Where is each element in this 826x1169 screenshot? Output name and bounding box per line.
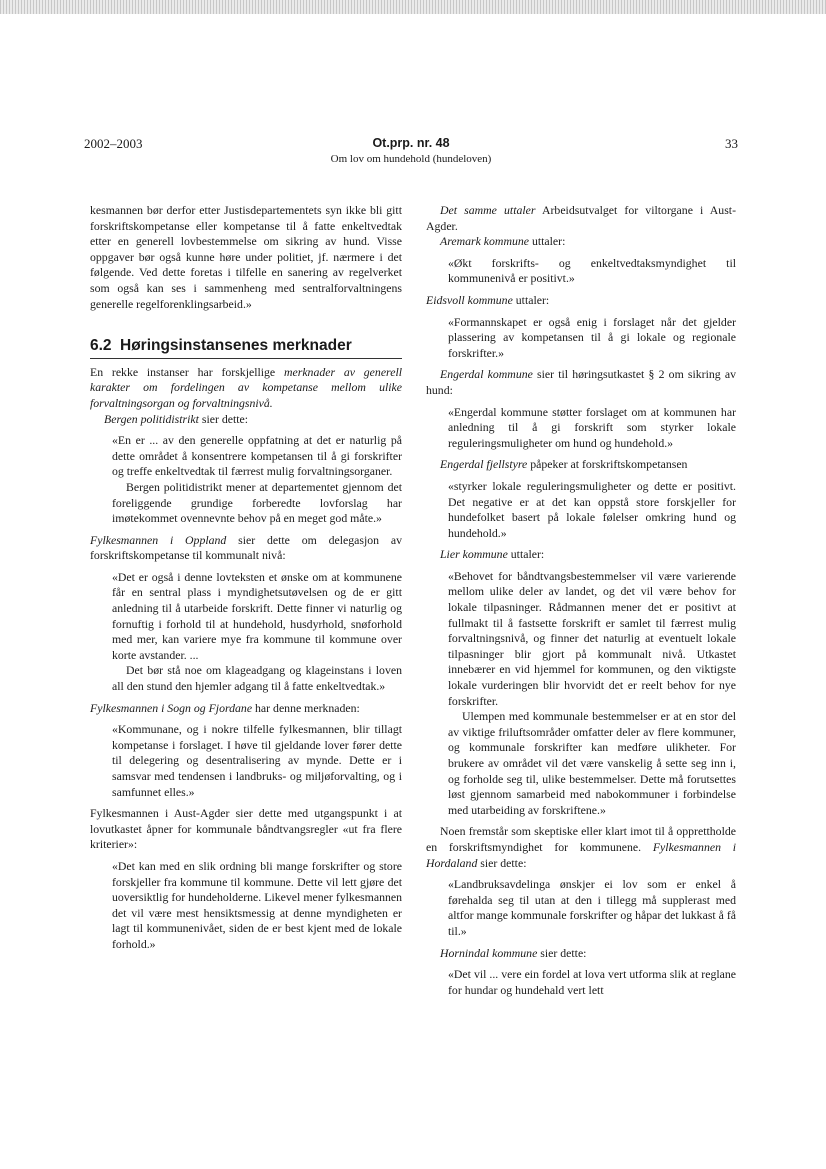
austagder-intro: Fylkesmannen i Aust-Agder sier dette med utgangspunkt i at lovutkastet åpner for kommunale båndtvangsregler «ut fra flere kriterier»: [90,806,402,852]
section-title: Høringsinstansenes merknader [120,337,352,355]
right-column [426,203,736,1004]
quote-bergen: «En er ... av den generelle oppfatning at det er naturlig på dette området å konsentrere kompetansen til å gi forskrifter og treffe enkeltvedtak til færrest mulig forvaltningsorganer. Bergen politidistrikt mener at departementet gjennom det foreliggende grundige forberedte lovforslag har imøtekommet ovennevnte behov på en meget god måte.» [112,433,402,526]
header-years: 2002–2003 [84,136,143,151]
lier-intro: Lier kommune uttaler: [440,547,545,562]
aremark-intro: Aremark kommune uttaler: [440,234,566,249]
hornindal-intro: Hornindal kommune sier dette: [440,945,587,960]
oppland-intro: Fylkesmannen i Oppland sier dette om delegasjon av forskriftskompetanse til kommunalt nivå: [90,532,402,563]
sogn-intro: Fylkesmannen i Sogn og Fjordane har denne merknaden: [90,700,360,715]
same-paragraph: Det samme uttaler Arbeidsutvalget for viltorgane i Aust-Agder. [426,203,737,233]
section-heading [90,338,402,359]
page-header [84,136,738,170]
quote-sogn: «Kommunane, og i nokre tilfelle fylkesmannen, blir tillagt kompetanse i forslaget. I høve til gjeldande lover fører dette til delegering og desentralisering av mynde. Dette er i samsvar med tendensen i landbruks- og miljøforvalting, og i samfunnet elles.» [112,722,402,799]
quote-engerdal: «Engerdal kommune støtter forslaget om at kommunen har anledning til å gi forskrift som styrker lokale reguleringsmuligheter om hund og hundehold.» [448,404,736,450]
quote-eidsvoll: «Formannskapet er også enig i forslaget når det gjelder plassering av kompetansen til å gi lokale og regionale forskrifter.» [448,314,736,360]
bergen-intro: Bergen politidistrikt sier dette: [104,411,249,426]
engerdal-intro: Engerdal kommune sier til høringsutkastet § 2 om sikring av hund: [426,367,736,397]
quote-fjellstyre: «styrker lokale reguleringsmuligheter og dette er positivt. Det negative er at det kan oppstå store forskjeller for hundefolket basert på lokale følelser omkring hund og hundehold.» [448,478,736,540]
quote-oppland: «Det er også i denne lovteksten et ønske om at kommunene får en sentral plass i myndighetsutøvelsen og de er gitt anledning til å utarbeide forskrift. Dette finner vi naturlig og fornuftig i forhold til at hundehold, husdyrhold, snøforhold med mer, kan variere mye fra kommune til kommune over korte avstander. ... Det bør stå noe om klageadgang og klageinstans i loven all den stund den hjemler adgang til å fatte enkeltvedtak.» [112,569,402,694]
left-column [90,203,402,959]
header-title: Ot.prp. nr. 48 [372,136,450,150]
section-number: 6.2 [90,337,112,355]
quote-lier: «Behovet for båndtvangsbestemmelser vil være varierende mellom ulike deler av landet, og det vil være behov for lokale tilpasninger. Rådmannen mener det er positivt at fullmakt til å fastsette forskrift er samlet til færrest mulig forvaltningsnivå, og finner det naturlig at eventuelt lokale tilpasninger blir gjort på kommunalt nivå. Utkastet innebærer en vid hjemmel for kommunen, og den viktigste lokale vurderingen blir hvorvidt det er reelt behov for nye forskrifter. Ulempen med kommunale bestemmelser er at en stor del av viktige friluftsområder omfatter deler av flere kommuner, og kommunale forskrifter kan medføre ulikheter. For brukere av området vil det være vanskelig å sette seg inn i, og forholde seg til, ulike bestemmelser. Dette må forutsettes løst gjennom samarbeid med nabokommuner i forbindelse med utarbeiding av forskriftene.» [448,568,736,817]
fjellstyre-intro: Engerdal fjellstyre påpeker at forskriftskompetansen [440,457,688,472]
noen-paragraph: Noen fremstår som skeptiske eller klart imot til å opprettholde en forskriftsmyndighet for kommunene. Fylkesmannen i Hordaland sier dette: [426,824,736,870]
page-number: 33 [725,136,738,151]
intro-paragraph: En rekke instanser har forskjellige merknader av generell karakter om fordelingen av kompetanse mellom ulike forvaltningsorgan og forvaltningsnivå. [90,364,402,410]
quote-hordaland: «Landbruksavdelinga ønskjer ei lov som er enkel å førehalda seg til utan at den i tillegg må supplerast med altfor mange kommunale forskrifter og håpar det lukkast å få til.» [448,877,736,938]
scan-artifact-top [0,0,826,14]
paragraph-continuation: kesmannen bør derfor etter Justisdepartementets syn ikke bli gitt forskriftskompetanse eller kompetanse til å fatte enkeltvedtak etter en generell lovbestemmelse om sikring av hund. Visse oppgaver bør også kunne høre under politiet, jf. nærmere i det følgende. Ved dette foretas i tilfelle en sanering av regelverket som også kan ses i sammenheng med sentralforvaltningens generelle regelforenklingsarbeid.» [90,203,402,311]
quote-hornindal: «Det vil ... vere ein fordel at lova vert utforma slik at reglane for hundar og hundehald vert lett [448,967,736,997]
eidsvoll-intro: Eidsvoll kommune uttaler: [426,292,550,307]
header-subtitle: Om lov om hundehold (hundeloven) [330,153,492,165]
quote-aremark: «Økt forskrifts- og enkeltvedtaksmyndighet til kommunenivå er positivt.» [448,255,736,286]
quote-austagder: «Det kan med en slik ordning bli mange forskrifter og store forskjeller fra kommune til kommune. Dette vil lett gjøre det uoversiktlig for hundeholderne. Likevel mener fylkesmannen det vil være mest hensiktsmessig at denne myndigheten er lagt til kommunenivået, siden de er best kjent med de lokale forhold.» [112,858,402,951]
